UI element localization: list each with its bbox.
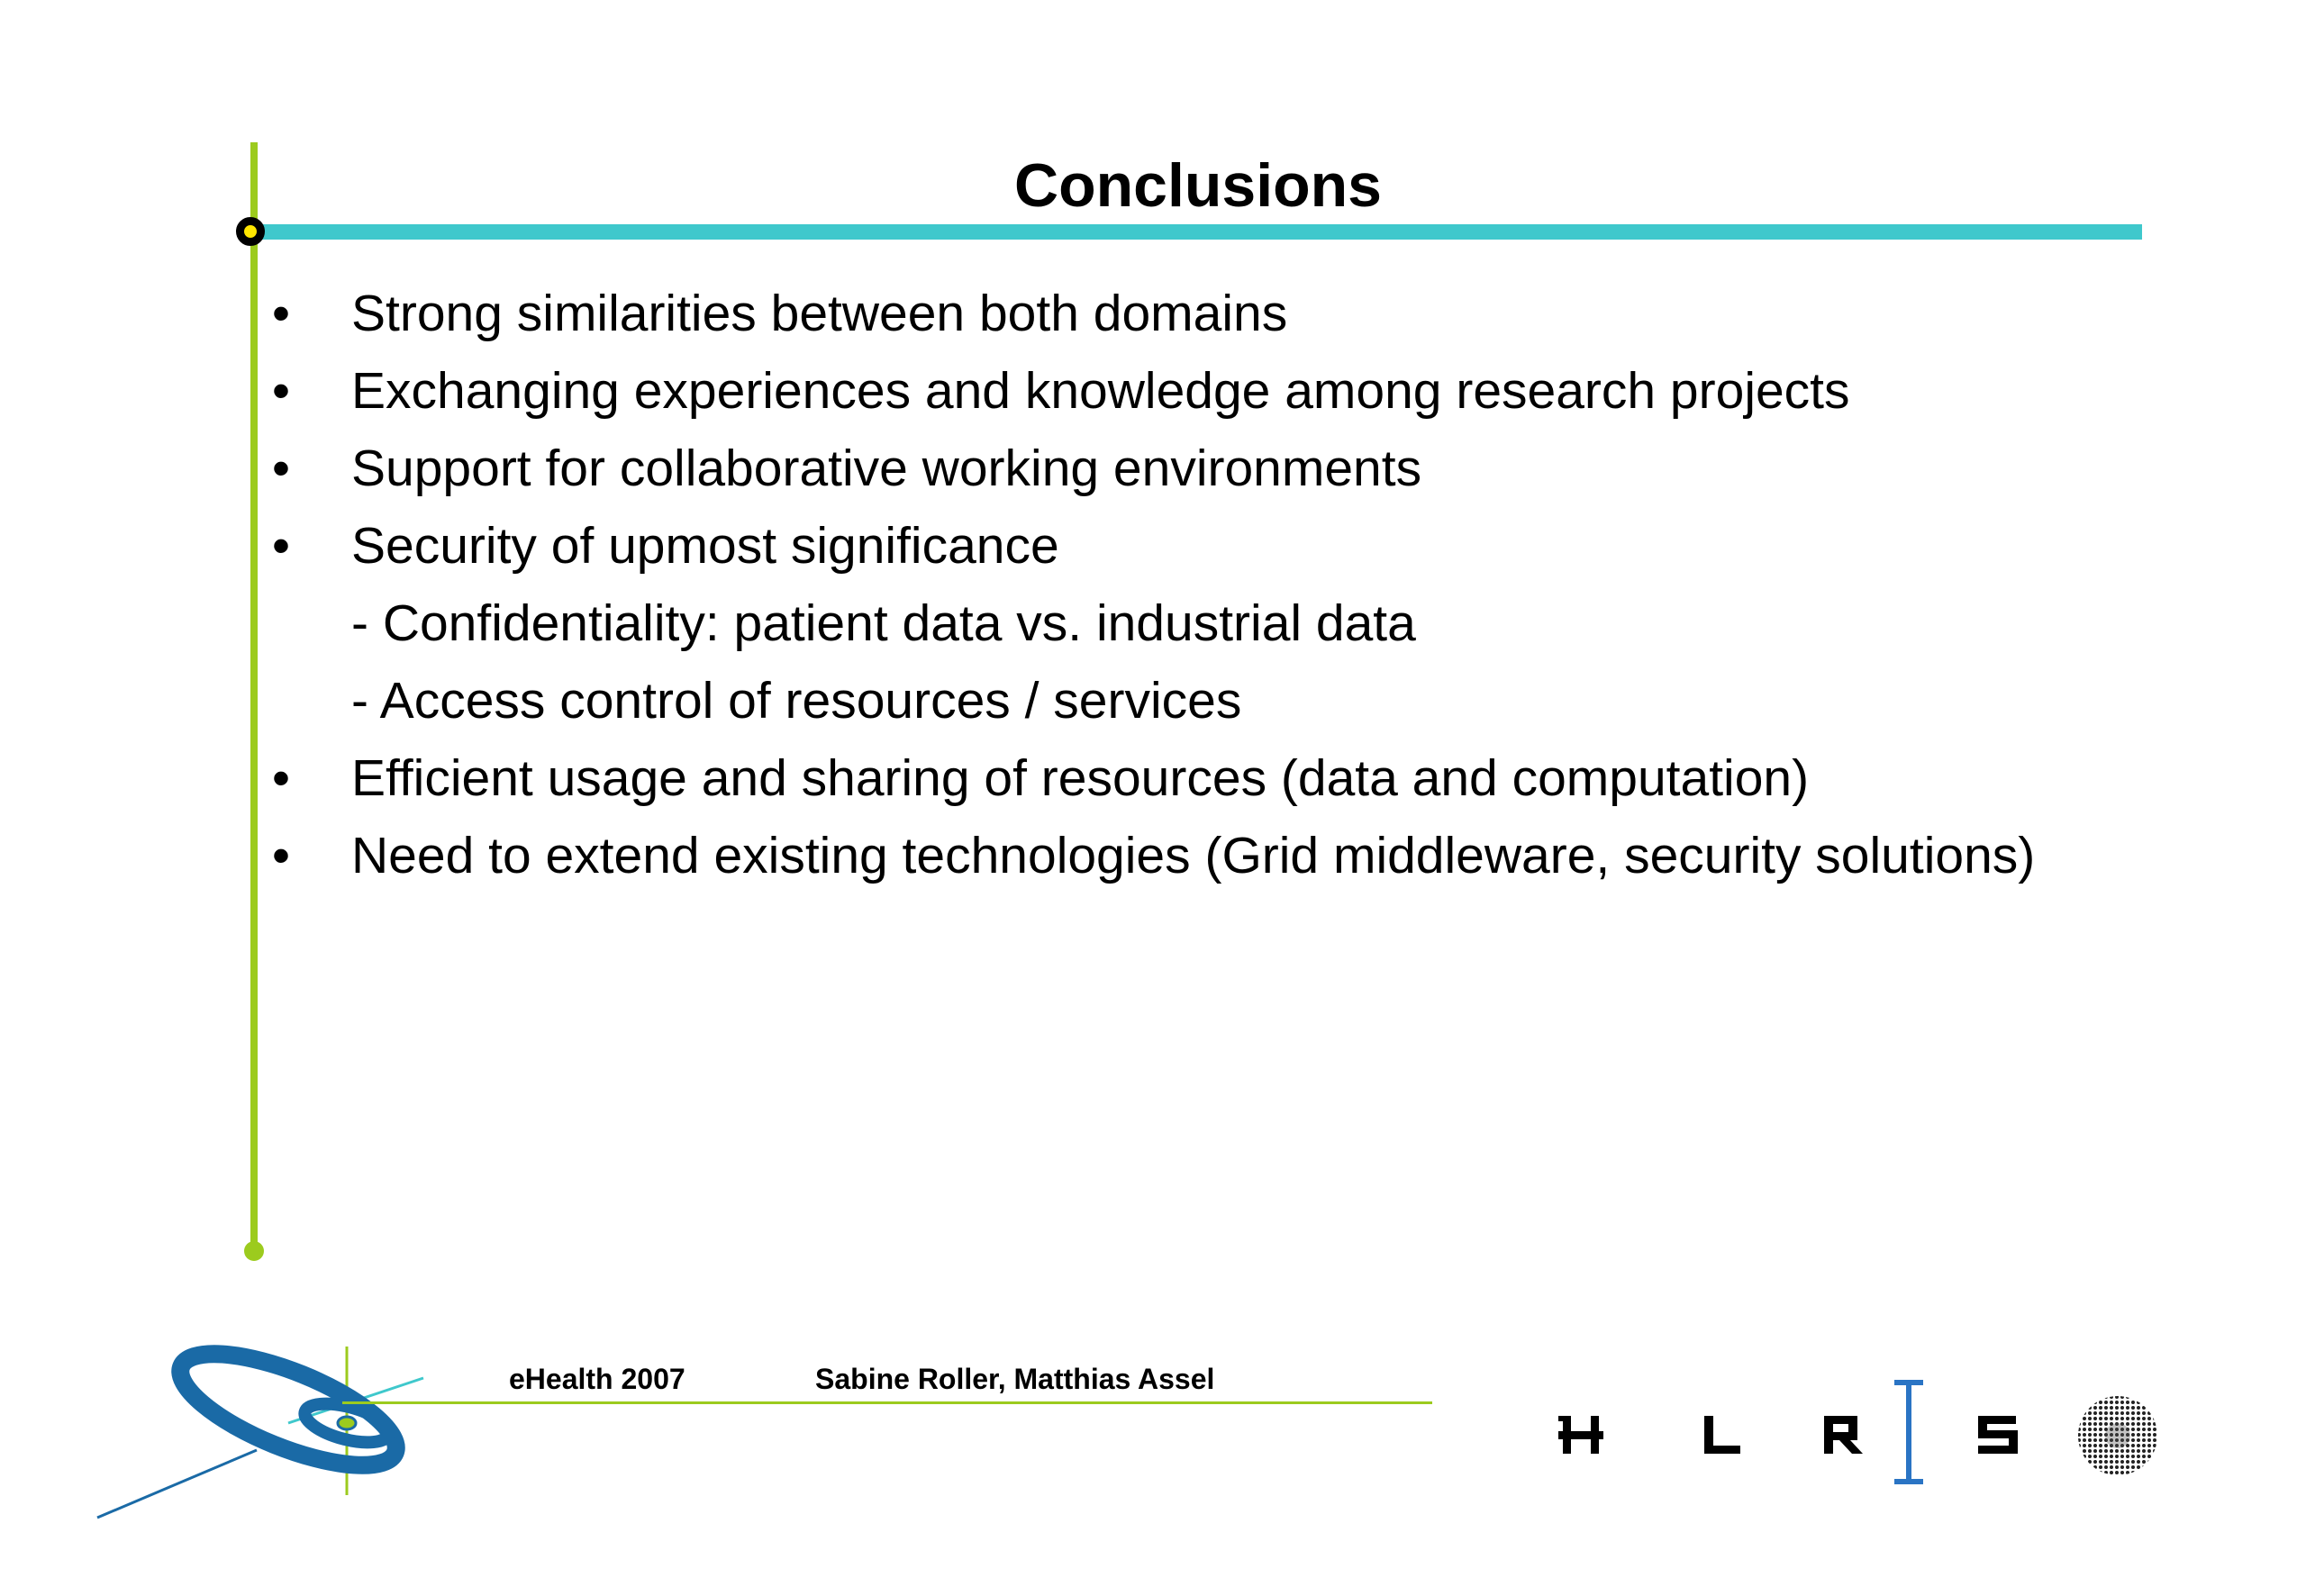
- list-subitem: [261, 662, 2153, 739]
- footer-line: [342, 1401, 1432, 1404]
- bullet-marker: •: [272, 517, 290, 575]
- list-item: [261, 352, 2153, 430]
- orbit-logo-icon: [90, 1333, 432, 1531]
- list-item: [261, 430, 2153, 507]
- list-item: [261, 739, 2153, 817]
- hlrs-logo-icon: [1549, 1376, 2036, 1493]
- list-item-text: Security of upmost significance: [351, 517, 1059, 575]
- vertical-line-end-dot: [244, 1241, 264, 1261]
- bullet-marker: •: [272, 749, 290, 807]
- list-item: [261, 817, 2153, 894]
- line-junction-node: [236, 217, 265, 246]
- list-subitem-text: - Confidentiality: patient data vs. industrial data: [351, 594, 1416, 652]
- footer-authors: Sabine Roller, Matthias Assel: [815, 1363, 1215, 1395]
- list-subitem-text: - Access control of resources / services: [351, 672, 1242, 730]
- bullet-marker: •: [272, 362, 290, 420]
- list-item-text: Support for collaborative working environments: [351, 440, 1422, 497]
- list-item-text: Efficient usage and sharing of resources (data and computation): [351, 749, 1810, 807]
- slide-title: Conclusions: [1013, 151, 1383, 220]
- bullet-list: [261, 275, 2153, 894]
- bullet-marker: •: [272, 440, 290, 497]
- vertical-accent-line: [250, 142, 258, 1250]
- list-item: [261, 507, 2153, 585]
- footer-event: eHealth 2007: [509, 1363, 685, 1395]
- title-underline: [254, 224, 2142, 240]
- bullet-marker: •: [272, 285, 290, 342]
- dotted-seal-icon: [2076, 1394, 2159, 1477]
- list-item-text: Strong similarities between both domains: [351, 285, 1288, 342]
- list-item: [261, 275, 2153, 352]
- list-subitem: [261, 585, 2153, 662]
- bullet-marker: •: [272, 827, 290, 884]
- list-item-text: Need to extend existing technologies (Grid middleware, security solutions): [351, 827, 2036, 884]
- list-item-text: Exchanging experiences and knowledge among research projects: [351, 362, 1850, 420]
